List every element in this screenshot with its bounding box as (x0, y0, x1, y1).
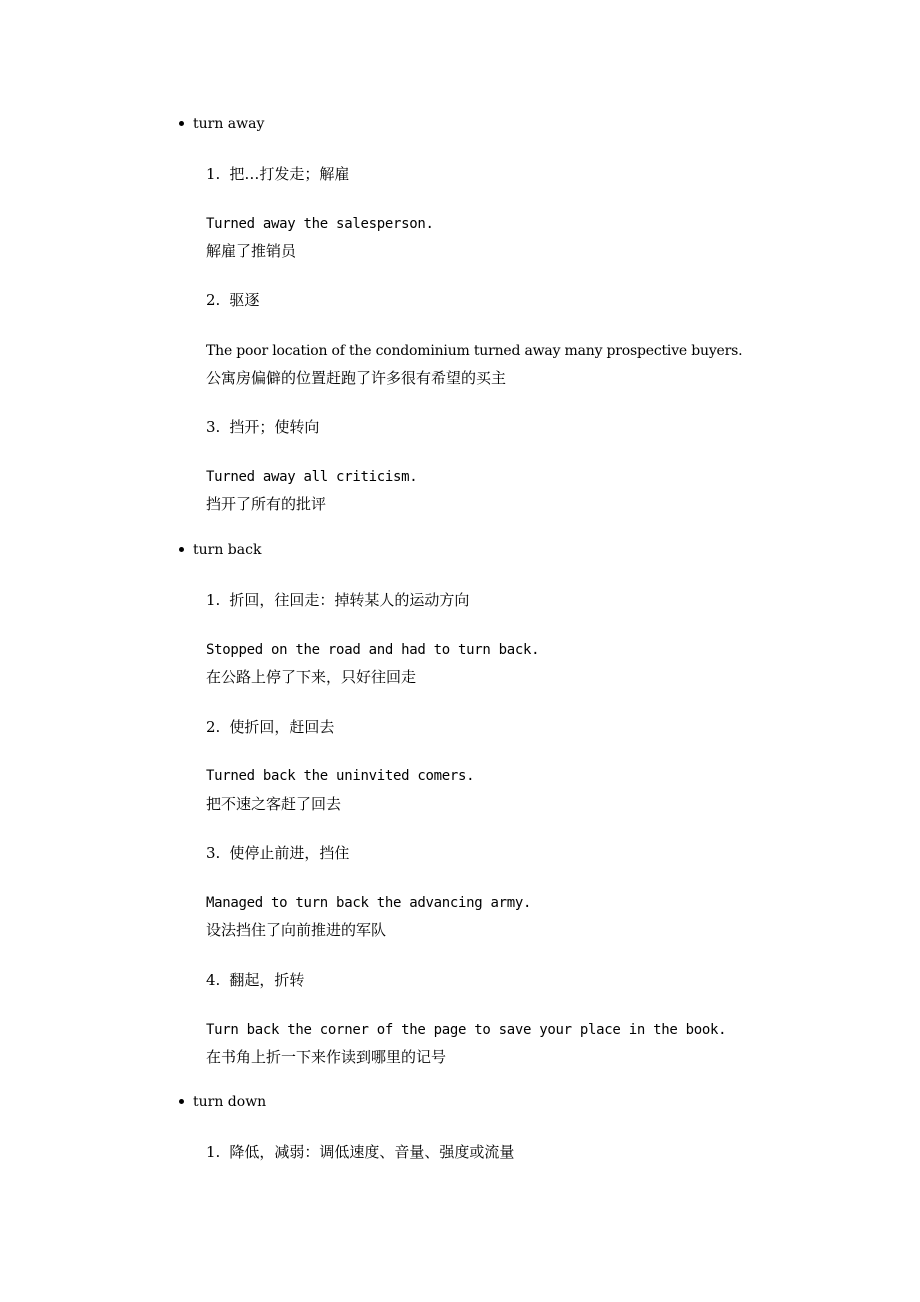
example-english: Turned away all criticism. (206, 469, 418, 485)
example-chinese: 在公路上停了下来，只好往回走 (206, 668, 417, 686)
sense-number: 1. (206, 1143, 221, 1161)
example-chinese: 挡开了所有的批评 (206, 495, 327, 513)
sense-number: 2. (206, 291, 221, 309)
sense-text: 翻起，折转 (229, 971, 305, 989)
example-chinese: 公寓房偏僻的位置赶跑了许多很有希望的买主 (206, 369, 507, 387)
sense-text: 折回，往回走：掉转某人的运动方向 (229, 591, 470, 609)
sense-text: 降低，减弱：调低速度、音量、强度或流量 (229, 1143, 515, 1161)
example-english: The poor location of the condominium turned away many prospective buyers. (206, 343, 743, 359)
example-english: Managed to turn back the advancing army. (206, 895, 532, 911)
sense-number: 4. (206, 971, 221, 989)
sense-number: 2. (206, 718, 221, 736)
sense-definition (206, 970, 304, 990)
sense-text: 驱逐 (229, 291, 260, 309)
example-chinese: 在书角上折一下来作读到哪里的记号 (206, 1048, 447, 1066)
sense-number: 3. (206, 418, 221, 436)
example-english: Turned back the uninvited comers. (206, 768, 475, 784)
sense-text: 挡开；使转向 (229, 418, 320, 436)
sense-text: 把…打发走；解雇 (229, 165, 350, 183)
sense-definition (206, 1142, 514, 1162)
phrase-label: turn back (193, 542, 262, 558)
phrase-heading-turn-down (179, 1092, 266, 1112)
sense-definition (206, 417, 319, 437)
phrase-heading-turn-away (179, 114, 264, 134)
sense-number: 3. (206, 844, 221, 862)
bullet-icon (179, 547, 184, 552)
bullet-icon (179, 1099, 184, 1104)
example-chinese: 解雇了推销员 (206, 242, 297, 260)
sense-number: 1. (206, 165, 221, 183)
sense-text: 使停止前进，挡住 (229, 844, 350, 862)
example-chinese: 把不速之客赶了回去 (206, 795, 342, 813)
example-chinese: 设法挡住了向前推进的军队 (206, 921, 387, 939)
phrase-label: turn away (193, 116, 265, 132)
sense-definition (206, 843, 349, 863)
example-english: Stopped on the road and had to turn back. (206, 642, 540, 658)
sense-definition (206, 290, 259, 310)
bullet-icon (179, 121, 184, 126)
sense-definition (206, 164, 349, 184)
example-english: Turned away the salesperson. (206, 216, 434, 232)
sense-definition (206, 590, 469, 610)
sense-definition (206, 717, 334, 737)
phrase-heading-turn-back (179, 540, 261, 560)
example-english: Turn back the corner of the page to save your place in the book. (206, 1022, 727, 1038)
sense-text: 使折回，赶回去 (229, 718, 335, 736)
phrase-label: turn down (193, 1094, 267, 1110)
sense-number: 1. (206, 591, 221, 609)
